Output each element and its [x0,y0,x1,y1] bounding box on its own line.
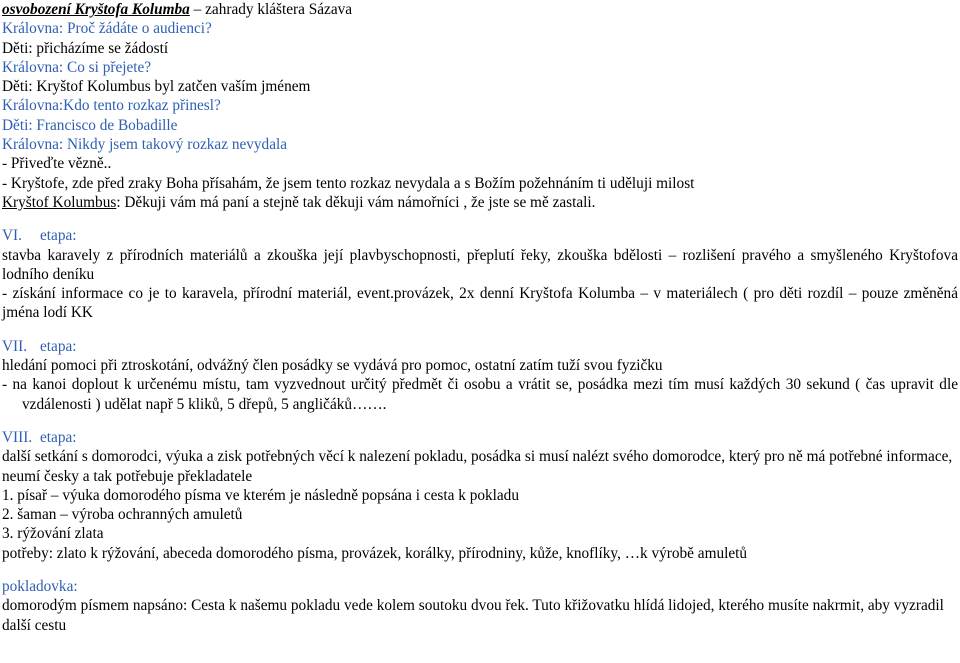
list-item: 3. rýžování zlata [2,525,104,543]
stage-6 [2,226,958,322]
stage-description: stavba karavely z přírodních materiálů a zkouška její plavbyschopnosti, přeplutí řeky, zkouška bdělosti – rozlišení pravého a smyšleného Kryštofova lodního deníku [2,246,958,283]
stage-items: - získání informace co je to karavela, přírodní materiál, event.provázek, 2x denní Kryštofa Kolumba – v materiálech ( pro děti rozdíl – pouze změněná jména lodí KK [2,285,958,322]
dialogue-text: přicházíme se žádostí [32,39,169,57]
treasure-section [2,577,958,635]
reply-speaker: Kryštof Kolumbus [2,193,117,211]
prisoner-line: - Přiveďte vězně.. [2,155,112,173]
stage-label: etapa: [40,227,77,245]
dialogue-text: Francisco de Bobadille [32,116,178,134]
dialogue-text: Co si přejete? [63,58,152,76]
stage-task: - na kanoi doplout k určenému místu, tam vyzvednout určitý předmět či osobu a vrátit se, posádka mezi tím musí každých 30 sekund ( čas upravit dle vzdálenosti ) udělat např 5 kliků, 5 dřepů, 5 angličáků……. [2,376,958,413]
scene-heading [2,0,958,19]
stage-label: etapa: [40,428,77,446]
dialogue-speaker: Děti: [2,78,33,96]
dialogue-line [2,58,958,77]
dialogue-line [2,39,958,58]
dialogue-speaker: Děti: [2,39,33,57]
dialogue-text: Proč žádáte o audienci? [63,20,212,38]
dialogue-line [2,77,958,96]
dialogue-line [2,135,958,154]
dialogue-speaker: Královna: [2,58,64,76]
dialogue-speaker: Královna: [2,20,64,38]
treasure-heading: pokladovka: [2,578,78,596]
stage-needs: potřeby: zlato k rýžování, abeceda domorodého písma, provázek, korálky, přírodniny, kůže, knoflíky, …k výrobě amuletů [2,544,748,562]
dialogue-line [2,116,958,135]
reply-text: : Děkuji vám má paní a stejně tak děkuji vám námořníci , že jste se mě zastali. [116,193,596,211]
stage-description: další setkání s domorodci, výuka a zisk potřebných věcí k nalezení pokladu, posádka si musí nalézt svého domorodce, který pro ně má potřebné informace, neumí česky a tak potřebuje překladatele [2,448,953,485]
queen-oath-line: - Kryštofe, zde před zraky Boha přísahám, že jsem tento rozkaz nevydala a s Božím požehnáním ti uděluji milost [2,174,695,192]
stage-7 [2,337,958,414]
dialogue-speaker: Královna: [2,136,64,154]
stage-number: VIII. [2,428,33,446]
dialogue-speaker: Děti: [2,116,33,134]
stage-heading [2,428,958,447]
spacer [2,323,958,337]
stage-description: hledání pomoci při ztroskotání, odvážný člen posádky se vydává pro pomoc, ostatní zatím tuží svou fyzičku [2,357,663,375]
dialogue-text: Nikdy jsem takový rozkaz nevydala [63,136,288,154]
stage-heading [2,337,958,356]
dialogue-block [2,19,958,212]
stage-8 [2,428,958,563]
spacer [2,414,958,428]
stage-number: VI. [2,227,22,245]
scene-title-rest: – zahrady kláštera Sázava [189,1,353,18]
list-item: 1. písař – výuka domorodého písma ve kterém je následně popsána i cesta k pokladu [2,486,519,504]
stage-heading [2,226,958,245]
dialogue-speaker: Královna: [2,97,64,115]
dialogue-text: Kryštof Kolumbus byl zatčen vaším jménem [32,78,311,96]
spacer [2,212,958,226]
dialogue-text: Kdo tento rozkaz přinesl? [63,97,221,115]
treasure-text: domorodým písmem napsáno: Cesta k našemu pokladu vede kolem soutoku dvou řek. Tuto křižovatku hlídá lidojed, kterého musíte nakrmit, aby vyzradil další cestu [2,597,944,634]
dialogue-line [2,96,958,115]
stage-label: etapa: [40,337,77,355]
stage-number: VII. [2,337,28,355]
scene-title-emphasis: osvobození Kryštofa Kolumba [2,1,190,18]
spacer [2,563,958,577]
list-item: 2. šaman – výroba ochranných amuletů [2,506,243,524]
dialogue-line [2,19,958,38]
columbus-reply-line [2,193,958,212]
